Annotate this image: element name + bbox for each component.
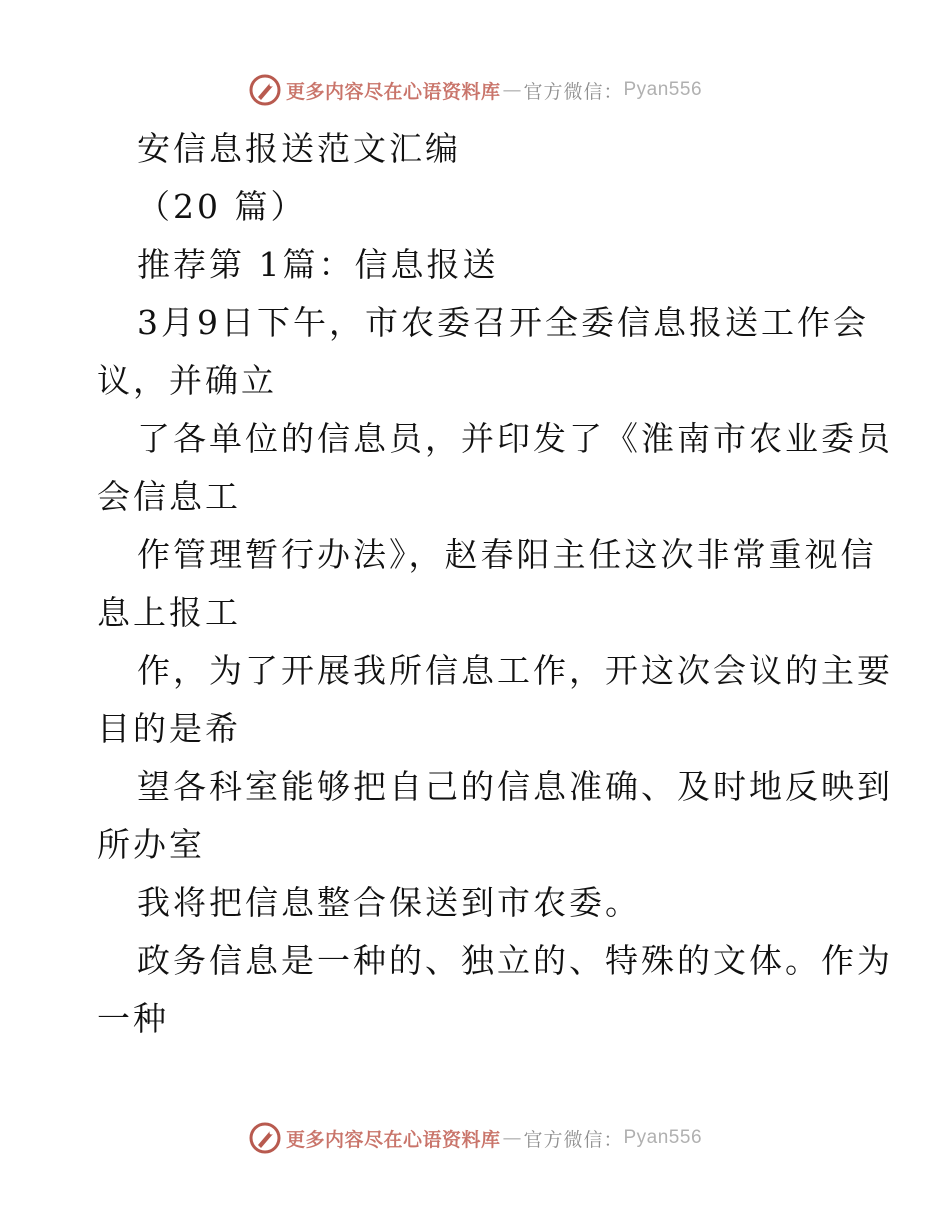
document-line: 安信息报送范文汇编 <box>137 129 461 168</box>
watermark-account: Pyan556 <box>623 79 703 100</box>
watermark-separator: — <box>502 79 522 101</box>
document-line: 3月9日下午，市农委召开全委信息报送工作会 <box>137 303 869 342</box>
document-line: 所办室 <box>97 825 205 864</box>
document-line: 我将把信息整合保送到市农委。 <box>137 883 641 922</box>
watermark-main-text: 更多内容尽在心语资料库 <box>285 80 501 103</box>
watermark-sub-text: 官方微信： <box>523 80 624 103</box>
document-line: 一种 <box>97 999 169 1038</box>
document-line: 会信息工 <box>97 477 241 516</box>
document-line: 作管理暂行办法》，赵春阳主任这次非常重视信 <box>137 535 877 574</box>
watermark-separator: — <box>502 1127 522 1149</box>
header-watermark <box>0 70 950 110</box>
document-line: 议，并确立 <box>97 361 277 400</box>
document-line: 政务信息是一种的、独立的、特殊的文体。作为 <box>137 941 893 980</box>
document-line: 目的是希 <box>97 709 241 748</box>
document-line: 息上报工 <box>97 593 241 632</box>
footer-watermark <box>0 1118 950 1158</box>
watermark-sub-text: 官方微信： <box>523 1128 624 1151</box>
document-line: 推荐第 1篇：信息报送 <box>137 245 499 284</box>
document-body <box>97 120 893 1048</box>
pen-nib-logo-icon <box>248 73 282 107</box>
document-line: （20 篇） <box>137 187 307 226</box>
watermark-account: Pyan556 <box>623 1127 703 1148</box>
pen-nib-logo-icon <box>248 1121 282 1155</box>
document-line: 作，为了开展我所信息工作，开这次会议的主要 <box>137 651 893 690</box>
watermark-main-text: 更多内容尽在心语资料库 <box>285 1128 501 1151</box>
document-line: 了各单位的信息员，并印发了《淮南市农业委员 <box>137 419 893 458</box>
document-line: 望各科室能够把自己的信息准确、及时地反映到 <box>137 767 893 806</box>
